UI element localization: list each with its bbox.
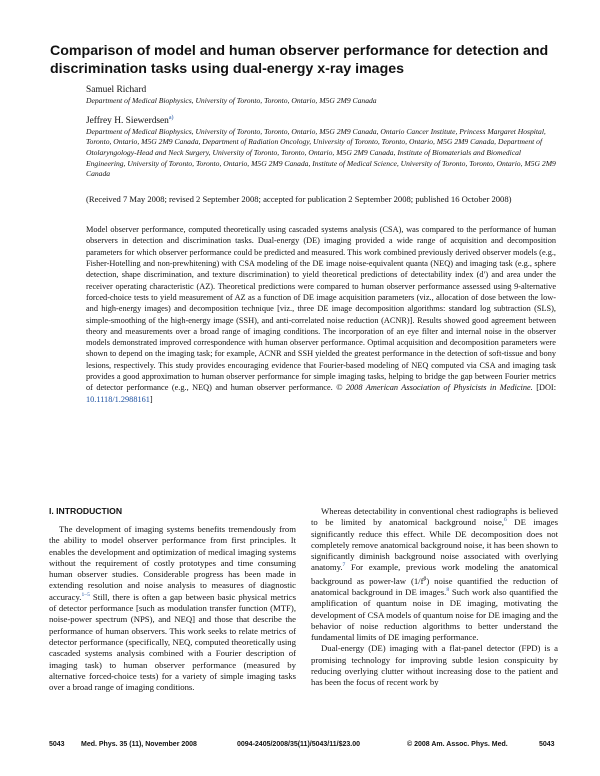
footnote-marker[interactable]: a): [168, 114, 174, 121]
abstract-text: Model observer performance, computed theoretically using cascaded systems analysis (CSA), was compared to the performance of human observers in detection and discrimination tasks. Dual-energy (DE) imaging provided a wide range of acquisition and decomposition parameters for which observer performance could be predicted and measured. This work combined previously derived observer models (e.g., Fisher-Hotelling and non-prewhitening) with CSA modeling of the DE image noise-equivalent quanta (NEQ) and imaging task (e.g., sphere detection, shape discrimination, and texture discrimination) to yield theoretical predictions of detectability index (d′) and area under the receiver operating characteristic (AZ). Theoretical predictions were compared to human observer performance assessed using 9-alternative forced-choice tests to yield measurement of AZ as a function of DE image acquisition parameters (viz., allocation of dose between the low- and high-energy images) and decomposition technique [viz., three DE image decomposition algorithms: standard log subtraction (SLS), simple-smoothing of the high-energy image (SSH), and anti-correlated noise reduction (ACNR)]. Results showed good agreement between theory and measurements over a broad range of imaging conditions. The incorporation of an eye filter and internal noise in the observer models demonstrated improved correspondence with human observer performance. Optimal acquisition and decomposition parameters were shown to depend on the imaging task; for example, ACNR and SSH yielded the greatest performance in the detection of soft-tissue and bony lesions, respectively. This study provides encouraging evidence that Fourier-based modeling of NEQ computed via CSA and imaging task provides a good approximation to human observer performance for simple imaging tasks, helping to bridge the gap between Fourier metrics of detector performance (e.g., NEQ) and human observer performance.: [86, 225, 556, 393]
doi-prefix: [DOI:: [536, 383, 557, 393]
received-dates: (Received 7 May 2008; revised 2 September 2008; accepted for publication 2 September 2008; published 16 October 2008): [86, 194, 512, 204]
abstract: [86, 224, 556, 405]
citation-link[interactable]: 8: [446, 587, 450, 594]
author-affiliation: Department of Medical Biophysics, University of Toronto, Toronto, Ontario, M5G 2M9 Canada, Ontario Cancer Institute, Princess Margaret Hospital, Toronto, Ontario, M5G 2M9 Canada, Department of Radiation Oncology, University of Toronto, Toronto, Ontario, M5G 2M9 Canada, Department of Otolaryngology-Head and Neck Surgery, University of Toronto, Toronto, Ontario, M5G 2M9 Canada, Institute of Biomaterials and Biomedical Engineering, University of Toronto, Toronto, Ontario, M5G 2M9 Canada, Institute of Medical Science, University of Toronto, Toronto, Ontario, M5G 2M9 Canada: [86, 126, 556, 179]
section-heading: I. INTRODUCTION: [49, 506, 123, 516]
superscript-beta: β: [423, 575, 427, 582]
body-paragraph: Dual-energy (DE) imaging with a flat-panel detector (FPD) is a promising technology for improving subtle lesion conspicuity by reducing overlying clutter without increasing dose to the patient and has been the focus of recent work by: [311, 643, 558, 688]
article-title: Comparison of model and human observer performance for detection and discrimination tasks using dual-energy x-ray images: [50, 43, 549, 77]
right-column: [311, 506, 558, 689]
footer-page-number: 5043: [539, 741, 555, 748]
author-name: Jeffrey H. Siewerdsen$^{a)}$: [86, 114, 174, 126]
abstract-copyright: © 2008 American Association of Physicists in Medicine.: [336, 383, 533, 393]
citation-link[interactable]: 6: [503, 517, 507, 524]
citation-link[interactable]: 7: [342, 562, 346, 569]
footer-code: 0094-2405/2008/35(11)/5043/11/$23.00: [237, 741, 361, 748]
doi-suffix: ]: [149, 394, 153, 404]
left-column: [49, 524, 296, 693]
author-block: [86, 82, 556, 180]
author-name: Samuel Richard: [86, 85, 147, 95]
footer-journal: Med. Phys. 35 (11), November 2008: [81, 741, 197, 748]
body-paragraph: Whereas detectability in conventional chest radiographs is believed to be limited by anatomical background noise,$^6$ DE images significantly reduce this effect. While DE decomposition does not completely remove anatomical background noise, it has been shown to significantly diminish background noise associated with overlying anatomy.$^7$ For example, previous work modeling the anatomical background as power-law $(1/f^\beta)$ noise quantified the reduction of anatomical background in DE images.$^8$ Such work also quantified the amplification of quantum noise in DE imaging, motivating the development of CSA models of quantum noise for DE imaging and the behavior of noise reduction algorithms to better understand the fundamental limits of DE imaging performance.: [311, 506, 559, 643]
author-affiliation: Department of Medical Biophysics, University of Toronto, Toronto, Ontario, M5G 2M9 Canada: [86, 96, 377, 105]
citation-link[interactable]: 1–5: [81, 591, 90, 598]
doi-link[interactable]: 10.1118/1.2988161: [86, 394, 150, 404]
footer-copyright: © 2008 Am. Assoc. Phys. Med.: [407, 741, 508, 748]
body-paragraph: The development of imaging systems benefits tremendously from the ability to model observer performance from first principles. It enables the development and optimization of medical imaging systems without the requirement of costly prototypes and time consuming human observer studies. Considerable progress has been made in extending resolution and noise analysis to measures of diagnostic accuracy.$^{1-5}$ Still, there is often a gap between basic physical metrics of detector performance [such as modulation transfer function (MTF), noise-power spectrum (NPS), and NEQ] and those that describe the performance of human observers. This work seeks to relate metrics of detector performance (specifically, NEQ, computed theoretically using cascaded systems analysis combined with a Fourier description of imaging task) to human observer performance (measured by alternative forced-choice tests) for a variety of simple imaging tasks over a broad range of imaging conditions.: [49, 524, 296, 693]
footer-page-number: 5043: [49, 741, 65, 748]
